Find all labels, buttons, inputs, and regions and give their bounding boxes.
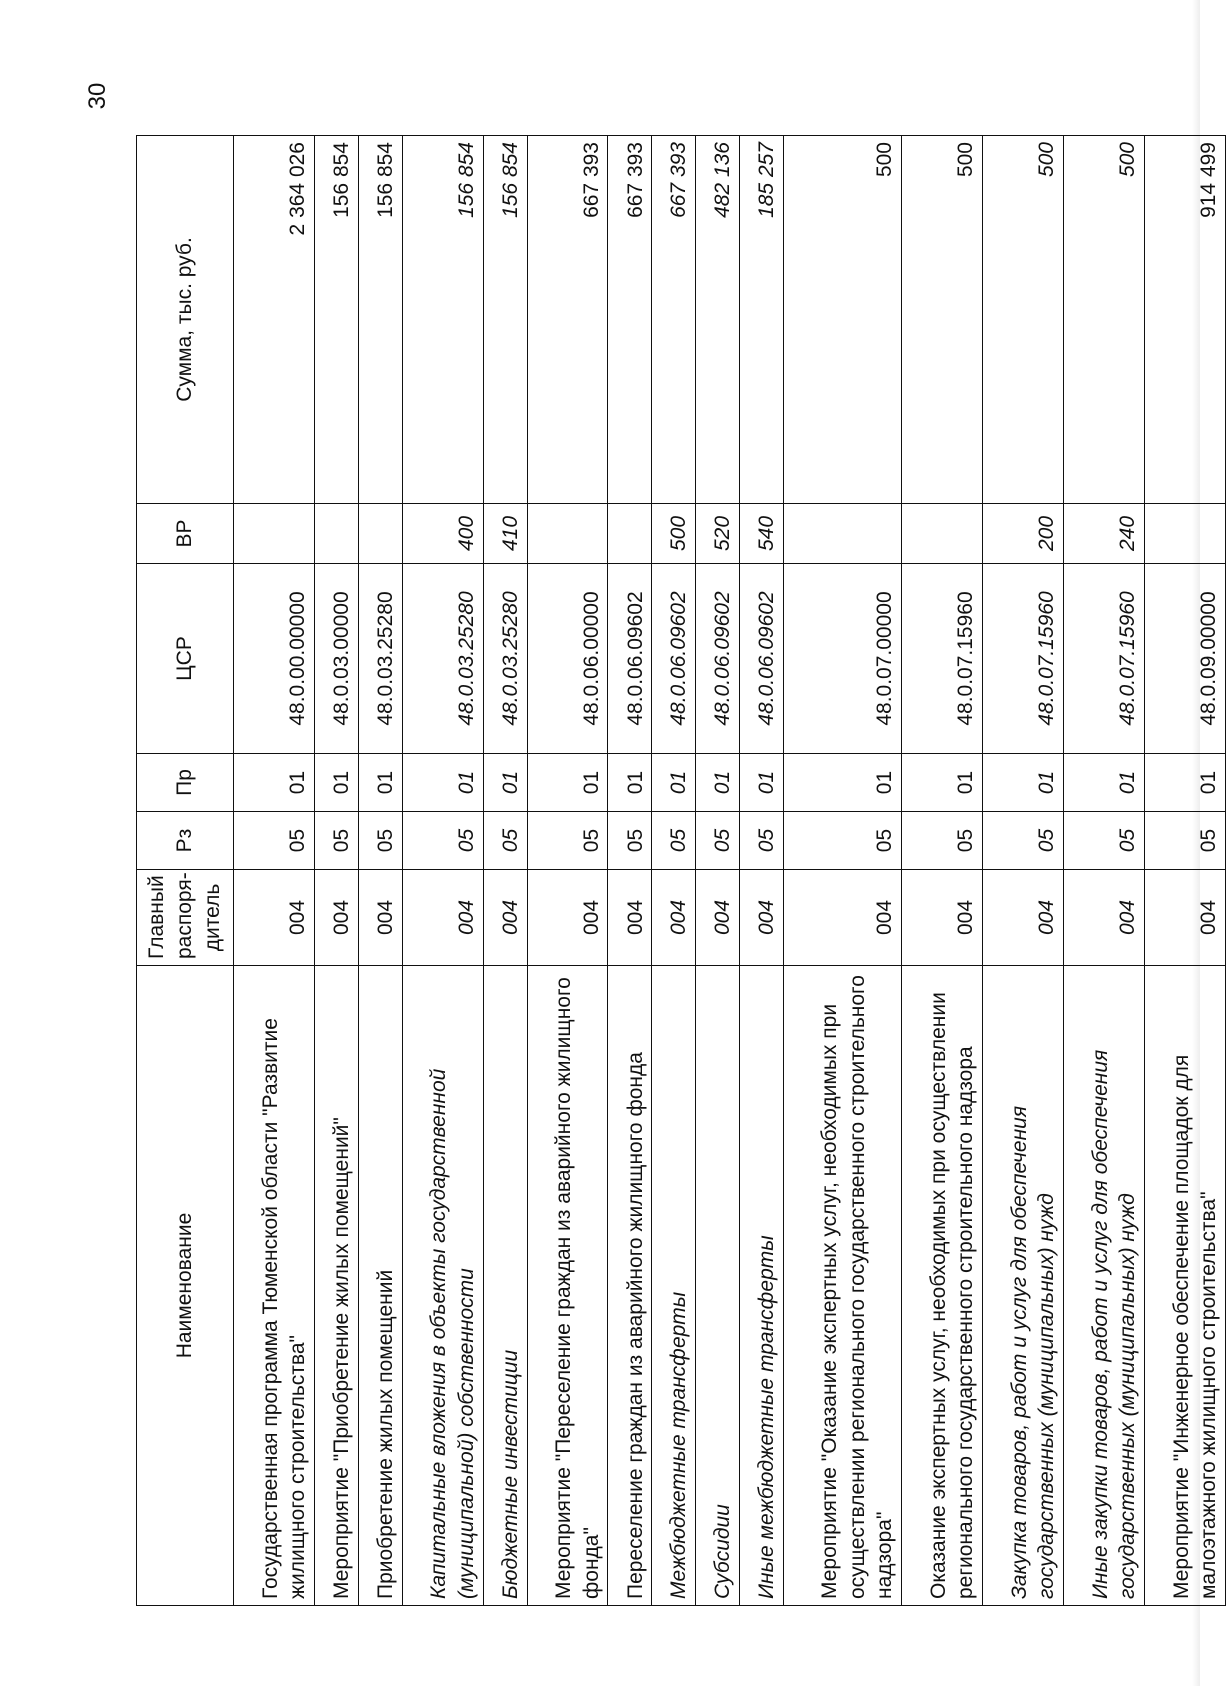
cell-sum: 500 — [901, 136, 982, 504]
cell-vr — [358, 504, 402, 564]
cell-gr: 004 — [982, 870, 1063, 966]
cell-rz: 05 — [1144, 812, 1225, 870]
cell-sum: 156 854 — [483, 136, 527, 504]
cell-csr: 48.0.07.00000 — [783, 564, 901, 754]
cell-sum: 185 257 — [740, 136, 784, 504]
table-row — [982, 136, 1063, 1606]
cell-gr: 004 — [740, 870, 784, 966]
table-row — [696, 136, 740, 1606]
cell-pr: 01 — [402, 754, 483, 812]
cell-pr: 01 — [527, 754, 608, 812]
table-row — [901, 136, 982, 1606]
cell-rz: 05 — [740, 812, 784, 870]
cell-sum: 500 — [982, 136, 1063, 504]
cell-name: Мероприятие "Инженерное обеспечение площадок для малоэтажного жилищного строительства" — [1144, 966, 1225, 1606]
cell-pr: 01 — [608, 754, 652, 812]
cell-gr: 004 — [1063, 870, 1144, 966]
cell-sum: 156 854 — [358, 136, 402, 504]
cell-sum: 500 — [1063, 136, 1144, 504]
cell-sum: 2 364 026 — [234, 136, 315, 504]
cell-pr: 01 — [652, 754, 696, 812]
cell-pr: 01 — [1144, 754, 1225, 812]
cell-rz: 05 — [1063, 812, 1144, 870]
cell-vr: 540 — [740, 504, 784, 564]
cell-sum: 667 393 — [652, 136, 696, 504]
table-row — [608, 136, 652, 1606]
cell-rz: 05 — [358, 812, 402, 870]
cell-vr: 520 — [696, 504, 740, 564]
cell-sum: 667 393 — [527, 136, 608, 504]
cell-name: Иные закупки товаров, работ и услуг для обеспечения государственных (муниципальных) нужд — [1063, 966, 1144, 1606]
cell-name: Государственная программа Тюменской области "Развитие жилищного строительства" — [234, 966, 315, 1606]
cell-gr: 004 — [696, 870, 740, 966]
cell-vr — [234, 504, 315, 564]
budget-table — [136, 135, 1226, 1606]
table-row — [652, 136, 696, 1606]
cell-csr: 48.0.07.15960 — [1063, 564, 1144, 754]
cell-vr: 200 — [982, 504, 1063, 564]
cell-name: Межбюджетные трансферты — [652, 966, 696, 1606]
header-pr: Пр — [137, 754, 234, 812]
header-csr: ЦСР — [137, 564, 234, 754]
cell-csr: 48.0.09.00000 — [1144, 564, 1225, 754]
rotated-table-container — [136, 136, 1226, 1606]
cell-csr: 48.0.06.00000 — [527, 564, 608, 754]
cell-csr: 48.0.00.00000 — [234, 564, 315, 754]
cell-name: Переселение граждан из аварийного жилищного фонда — [608, 966, 652, 1606]
cell-sum: 914 499 — [1144, 136, 1225, 504]
cell-csr: 48.0.03.25280 — [483, 564, 527, 754]
cell-name: Оказание экспертных услуг, необходимых при осуществлении регионального государственного строительного надзора — [901, 966, 982, 1606]
cell-name: Приобретение жилых помещений — [358, 966, 402, 1606]
cell-pr: 01 — [740, 754, 784, 812]
cell-vr — [314, 504, 358, 564]
cell-gr: 004 — [783, 870, 901, 966]
table-row — [783, 136, 901, 1606]
cell-pr: 01 — [358, 754, 402, 812]
cell-pr: 01 — [901, 754, 982, 812]
cell-gr: 004 — [608, 870, 652, 966]
cell-name: Иные межбюджетные трансферты — [740, 966, 784, 1606]
cell-name: Мероприятие "Приобретение жилых помещений" — [314, 966, 358, 1606]
cell-gr: 004 — [402, 870, 483, 966]
cell-sum: 156 854 — [314, 136, 358, 504]
cell-rz: 05 — [608, 812, 652, 870]
cell-pr: 01 — [696, 754, 740, 812]
header-sum: Сумма, тыс. руб. — [137, 136, 234, 504]
cell-gr: 004 — [234, 870, 315, 966]
cell-pr: 01 — [783, 754, 901, 812]
cell-csr: 48.0.03.00000 — [314, 564, 358, 754]
cell-pr: 01 — [982, 754, 1063, 812]
cell-pr: 01 — [234, 754, 315, 812]
cell-rz: 05 — [901, 812, 982, 870]
cell-sum: 482 136 — [696, 136, 740, 504]
table-row — [1144, 136, 1225, 1606]
cell-gr: 004 — [901, 870, 982, 966]
cell-gr: 004 — [527, 870, 608, 966]
cell-rz: 05 — [314, 812, 358, 870]
header-vr: ВР — [137, 504, 234, 564]
table-row — [314, 136, 358, 1606]
cell-vr — [527, 504, 608, 564]
cell-csr: 48.0.07.15960 — [901, 564, 982, 754]
cell-name: Закупка товаров, работ и услуг для обеспечения государственных (муниципальных) нужд — [982, 966, 1063, 1606]
cell-gr: 004 — [314, 870, 358, 966]
table-row — [1063, 136, 1144, 1606]
cell-rz: 05 — [402, 812, 483, 870]
cell-vr: 410 — [483, 504, 527, 564]
cell-name: Мероприятие "Оказание экспертных услуг, необходимых при осуществлении регионального государственного строительного надзора" — [783, 966, 901, 1606]
cell-vr — [901, 504, 982, 564]
table-row — [358, 136, 402, 1606]
cell-csr: 48.0.06.09602 — [608, 564, 652, 754]
cell-vr: 240 — [1063, 504, 1144, 564]
cell-vr: 500 — [652, 504, 696, 564]
cell-rz: 05 — [652, 812, 696, 870]
cell-sum: 667 393 — [608, 136, 652, 504]
cell-csr: 48.0.06.09602 — [696, 564, 740, 754]
cell-name: Бюджетные инвестиции — [483, 966, 527, 1606]
cell-pr: 01 — [314, 754, 358, 812]
cell-csr: 48.0.07.15960 — [982, 564, 1063, 754]
cell-name: Субсидии — [696, 966, 740, 1606]
cell-name: Капитальные вложения в объекты государственной (муниципальной) собственности — [402, 966, 483, 1606]
table-row — [402, 136, 483, 1606]
header-gr: Главный распоря-дитель — [137, 870, 234, 966]
cell-csr: 48.0.06.09602 — [740, 564, 784, 754]
cell-csr: 48.0.06.09602 — [652, 564, 696, 754]
cell-pr: 01 — [483, 754, 527, 812]
header-name: Наименование — [137, 966, 234, 1606]
table-row — [234, 136, 315, 1606]
cell-sum: 156 854 — [402, 136, 483, 504]
cell-csr: 48.0.03.25280 — [358, 564, 402, 754]
table-row — [483, 136, 527, 1606]
cell-rz: 05 — [696, 812, 740, 870]
cell-rz: 05 — [783, 812, 901, 870]
cell-rz: 05 — [982, 812, 1063, 870]
cell-gr: 004 — [1144, 870, 1225, 966]
cell-gr: 004 — [358, 870, 402, 966]
table-header-row — [137, 136, 234, 1606]
table-row — [740, 136, 784, 1606]
cell-vr: 400 — [402, 504, 483, 564]
cell-vr — [783, 504, 901, 564]
page-number: 30 — [84, 82, 111, 110]
cell-rz: 05 — [527, 812, 608, 870]
table-row — [527, 136, 608, 1606]
cell-rz: 05 — [483, 812, 527, 870]
cell-vr — [1144, 504, 1225, 564]
cell-vr — [608, 504, 652, 564]
cell-gr: 004 — [483, 870, 527, 966]
header-rz: Рз — [137, 812, 234, 870]
table-frame — [136, 136, 1226, 1606]
cell-name: Мероприятие "Переселение граждан из аварийного жилищного фонда" — [527, 966, 608, 1606]
cell-rz: 05 — [234, 812, 315, 870]
cell-gr: 004 — [652, 870, 696, 966]
cell-sum: 500 — [783, 136, 901, 504]
cell-csr: 48.0.03.25280 — [402, 564, 483, 754]
cell-pr: 01 — [1063, 754, 1144, 812]
